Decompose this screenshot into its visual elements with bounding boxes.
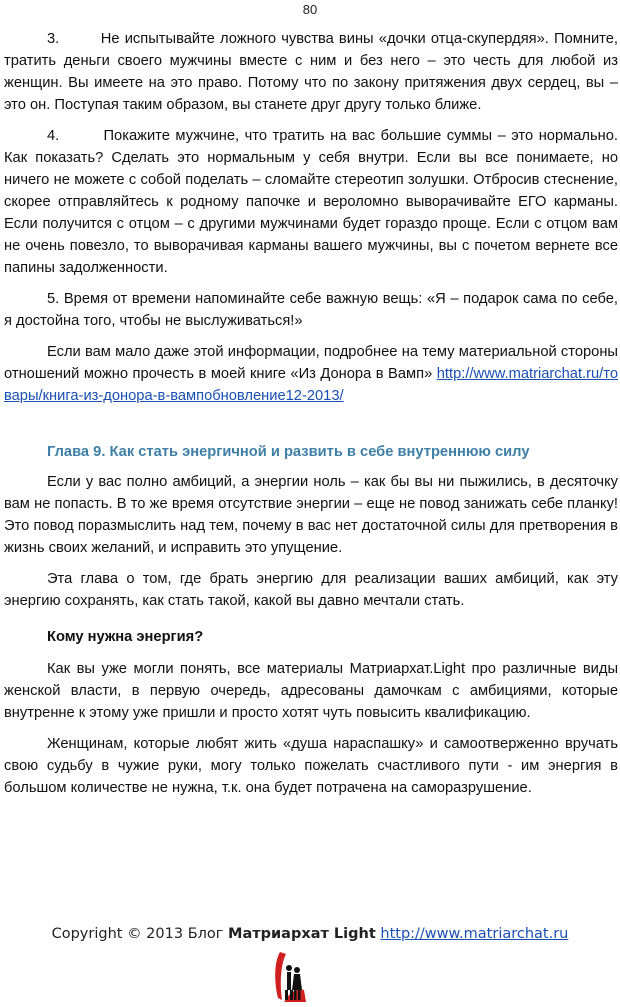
paragraph-text: Покажите мужчине, что тратить на вас большие суммы – это нормально. Как показать? Сделать это нормальным у себя внутри. Если вы все понимаете, но ничего не можете с собой поделать – сломайте стереотип золушки. Отбросив стеснение, скорее отправляйтесь к родному папочке и вероломно выворачивайте ЕГО карманы. Если получится с отцом – с другими мужчинами будет гораздо проще. Если с отцом вам не очень повезло, то выворачивая карманы вашего мужчины, вы с почетом вернете все папины задолженности. — [4, 128, 618, 276]
subheading-paragraph: Как вы уже могли понять, все материалы Матриархат.Light про различные виды женской власти, в первую очередь, адресованы дамочкам с амбициями, которые внутренне к этому уже пришли и просто хотят чуть повысить квалификацию. — [4, 661, 618, 721]
brand-name: Матриархат Light — [228, 926, 376, 942]
site-link[interactable]: http://www.matriarchat.ru — [380, 926, 569, 942]
paragraph-text: Не испытывайте ложного чувства вины «дочки отца-скупердяя». Помните, тратить деньги своего мужчины вместе с ним и без него – это честь для любой из женщин. Вы имеете на это право. Потому что по закону притяжения двух сердец, вы – это он. Поступая таким образом, вы станете друг другу только ближе. — [4, 31, 618, 113]
copyright-text: Copyright © 2013 Блог — [51, 926, 229, 942]
book-link[interactable]: http://www.matriarchat.ru/товары/книга-из-донора-в-вампобновление12-2013/ — [4, 366, 618, 404]
subheading: Кому нужна энергия? — [47, 629, 204, 645]
paragraph-5: 5. Время от времени напоминайте себе важную вещь: «Я – подарок сама по себе, я достойна того, чтобы не выслуживаться!» — [4, 291, 618, 329]
item-number: 3. — [47, 31, 60, 47]
paragraph-4 — [4, 125, 618, 279]
chapter-title: Глава 9. Как стать энергичной и развить в себе внутреннюю силу — [47, 444, 530, 460]
page-content — [4, 28, 618, 808]
page-number: 80 — [302, 2, 318, 17]
footer — [0, 926, 620, 942]
matriarchat-logo-icon — [270, 948, 310, 1004]
paragraph-3 — [4, 28, 618, 116]
item-number: 4. — [47, 128, 60, 144]
chapter-paragraph: Если у вас полно амбиций, а энергии ноль – как бы вы ни пыжились, в десяточку вам не попасть. В то же время отсутствие энергии – еще не повод занижать себе планку! Это повод поразмыслить над тем, почему в вас нет достаточной силы для претворения в жизнь своих желаний, и исправить это упущение. — [4, 474, 618, 556]
subheading-paragraph: Женщинам, которые любят жить «душа нараспашку» и самоотверженно вручать свою судьбу в чужие руки, могу только пожелать счастливого пути - им энергия в большом количестве не нужна, т.к. она будет потрачена на саморазрушение. — [4, 736, 618, 796]
chapter-paragraph: Эта глава о том, где брать энергию для реализации ваших амбиций, как эту энергию сохранять, как стать такой, какой вы давно мечтали стать. — [4, 571, 618, 609]
more-info-paragraph — [4, 341, 618, 407]
more-info-text: Если вам мало даже этой информации, подробнее на тему материальной стороны отношений можно прочесть в моей книге «Из Донора в Вамп» — [4, 344, 618, 382]
